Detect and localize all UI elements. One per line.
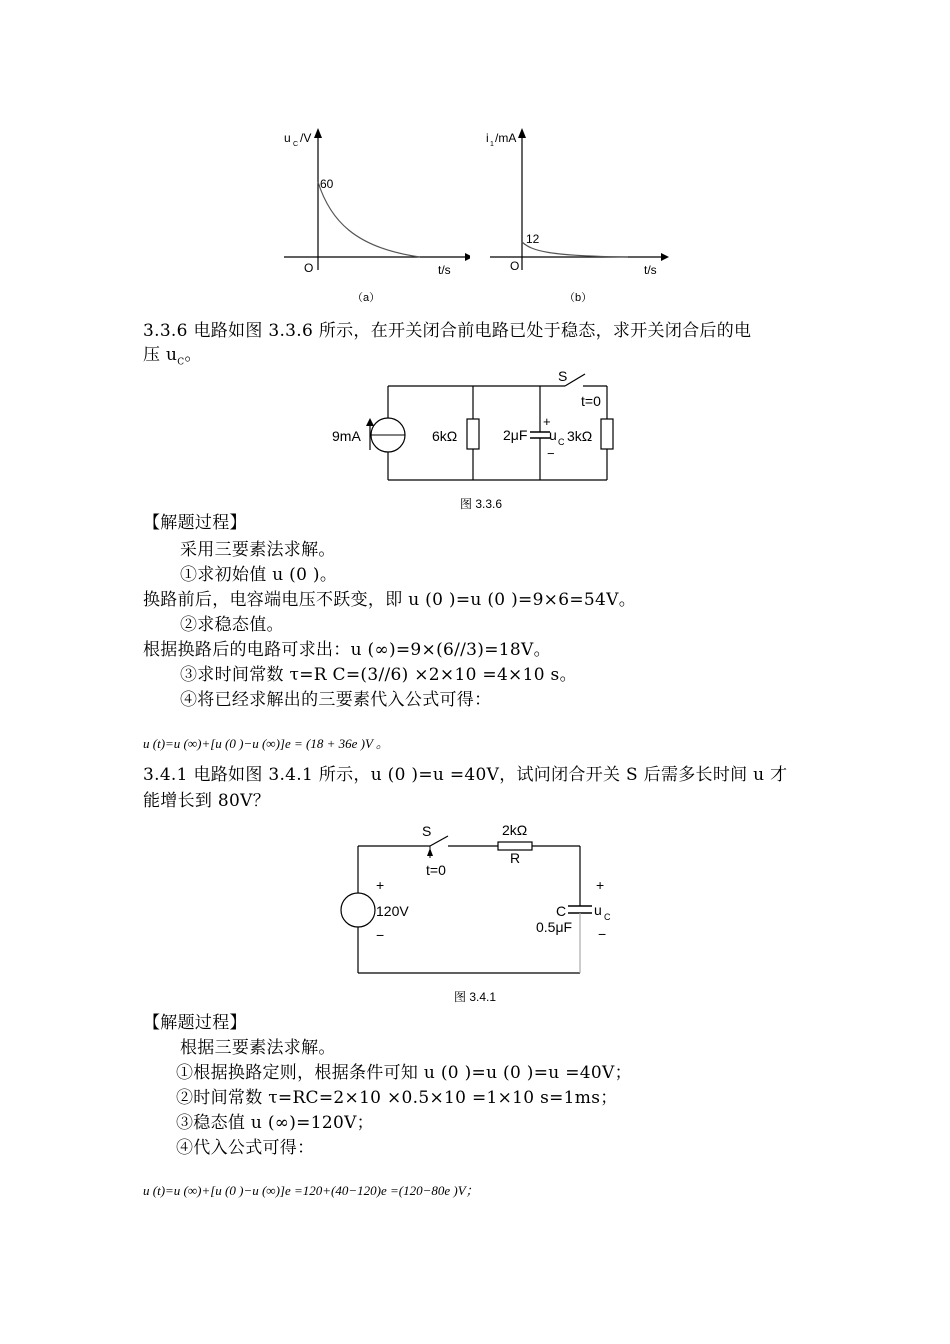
solution-341-line1: 根据三要素法求解。: [180, 1038, 336, 1058]
solution-336-line1: 采用三要素法求解。: [180, 540, 336, 560]
solution-341-line2: ①根据换路定则，根据条件可知 u (0 )=u (0 )=u =40V；: [176, 1063, 632, 1083]
circuit-336-cap-label: 2μF: [503, 427, 528, 443]
problem-336-line2-suffix: 。: [184, 345, 202, 365]
circuit-341-caption: 图 3.4.1: [454, 990, 497, 1004]
circuit-336-source-label: 9mA: [332, 428, 361, 444]
circuit-336-switch-time: t=0: [581, 393, 601, 409]
circuit-336-cap-minus: −: [547, 446, 555, 461]
solution-341-line5: ④代入公式可得：: [176, 1138, 315, 1158]
problem-341-line1: 3.4.1 电路如图 3.4.1 所示，u (0 )=u =40V，试问闭合开关 S 后需多长时间 u 才: [143, 765, 788, 785]
circuit-341-cap-minus: −: [598, 926, 607, 942]
fig-a-ylabel-sub: C: [293, 141, 299, 148]
solution-336-line4: ②求稳态值。: [180, 615, 284, 635]
solution-341-line4: ③稳态值 u (∞)=120V；: [176, 1113, 374, 1133]
figure-a-uc-decay: [270, 120, 470, 310]
circuit-341-diagram: [330, 818, 630, 1008]
solution-341-line3: ②时间常数 τ=RC=2×10 ×0.5×10 =1×10 s=1ms；: [176, 1088, 618, 1108]
fig-a-origin: O: [304, 261, 314, 275]
fig-a-value: 60: [320, 177, 334, 191]
figure-b-i1-decay: [478, 120, 678, 310]
fig-a-ylabel: u: [284, 131, 291, 145]
fig-b-value: 12: [526, 232, 540, 246]
circuit-341-switch-label: S: [422, 823, 432, 839]
problem-336-uc-sub: C: [177, 357, 185, 368]
solution-341-header: 【解题过程】: [143, 1013, 247, 1033]
fig-b-ylabel: i: [486, 131, 489, 145]
circuit-341-r-name: R: [510, 850, 521, 866]
circuit-336-cap-plus: +: [543, 414, 551, 429]
fig-b-ylabel-sub: 1: [490, 141, 494, 148]
circuit-336-r1-label: 6kΩ: [432, 428, 458, 444]
circuit-336-caption: 图 3.3.6: [460, 497, 503, 511]
circuit-341-r-value: 2kΩ: [502, 822, 528, 838]
circuit-336-uc-label: u: [549, 427, 557, 443]
problem-336-line2-prefix: 压 u: [143, 345, 178, 365]
problem-341-line2: 能增长到 80V？: [143, 791, 271, 811]
fig-b-ylabel-unit: /mA: [495, 131, 517, 145]
circuit-341-src-value: 120V: [376, 903, 409, 919]
solution-336-line5: 根据换路后的电路可求出：u (∞)=9×(6//3)=18V。: [143, 640, 551, 660]
fig-a-xlabel: t/s: [438, 263, 451, 277]
fig-b-xlabel: t/s: [644, 263, 657, 277]
fig-b-origin: O: [510, 259, 520, 273]
fig-a-ylabel-unit: /V: [300, 131, 312, 145]
circuit-341-uc-sub: C: [604, 912, 611, 922]
solution-336-line7: ④将已经求解出的三要素代入公式可得：: [180, 690, 492, 710]
problem-336-line1: 3.3.6 电路如图 3.3.6 所示，在开关闭合前电路已处于稳态，求开关闭合后的电: [143, 321, 752, 341]
circuit-341-switch-time: t=0: [426, 862, 446, 878]
circuit-341-cap-value: 0.5μF: [536, 919, 573, 935]
fig-b-caption: （b）: [564, 292, 593, 304]
circuit-341-cap-name: C: [556, 903, 567, 919]
solution-341-equation: u (t)=u (∞)+[u (0 )−u (∞)]e =120+(40−120)e =(120−80e )V；: [143, 1183, 479, 1198]
circuit-341-uc-label: u: [594, 902, 602, 918]
circuit-336-r2-label: 3kΩ: [567, 428, 593, 444]
solution-336-line2: ①求初始值 u (0 )。: [180, 565, 338, 585]
solution-336-line3: 换路前后，电容端电压不跃变，即 u (0 )=u (0 )=9×6=54V。: [143, 590, 636, 610]
circuit-341-src-plus: +: [376, 877, 385, 893]
circuit-336-uc-sub: C: [558, 437, 565, 447]
problem-336-line2: [143, 344, 202, 373]
fig-a-caption: （a）: [352, 292, 381, 304]
circuit-341-cap-plus: +: [596, 877, 605, 893]
solution-336-equation: u (t)=u (∞)+[u (0 )−u (∞)]e = (18 + 36e )V 。: [143, 736, 389, 751]
solution-336-header: 【解题过程】: [143, 513, 247, 533]
circuit-341-src-minus: −: [376, 927, 385, 943]
circuit-336-diagram: [325, 368, 625, 518]
solution-336-line6: ③求时间常数 τ=R C=(3//6) ×2×10 =4×10 s。: [180, 665, 577, 685]
circuit-336-switch-label: S: [558, 368, 568, 384]
